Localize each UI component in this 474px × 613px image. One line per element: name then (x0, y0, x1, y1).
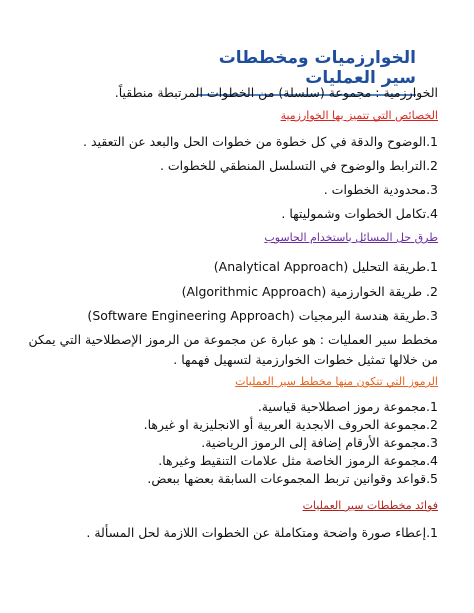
page-title: الخوارزميات ومخططات سير العمليات (196, 48, 416, 96)
feature-item-2: 2.الترابط والوضوح في التسلسل المنطقي للخطوات . (159, 158, 438, 173)
symbol-item-5: 5.قواعد وقوانين تربط المجموعات السابقة بعضها ببعض. (147, 471, 438, 486)
symbols-heading: الرموز التي تتكون منها مخطط سير العمليات (235, 375, 438, 388)
symbol-item-3: 3.مجموعة الأرقام إضافة إلى الرموز الرياضية. (201, 435, 438, 450)
method-item-3: 3.طريقة هندسة البرمجيات (Software Engineering Approach) (87, 308, 438, 323)
benefit-item-1: 1.إعطاء صورة واضحة ومتكاملة عن الخطوات اللازمة لحل المسألة . (86, 525, 438, 540)
feature-item-4: 4.تكامل الخطوات وشموليتها . (281, 206, 438, 221)
symbol-item-1: 1.مجموعة رموز اصطلاحية قياسية. (257, 399, 438, 414)
method-item-1: 1.طريقة التحليل (Analytical Approach) (213, 259, 438, 274)
flowchart-definition: مخطط سير العمليات : هو عبارة عن مجموعة من الرموز الإصطلاحية التي يمكن من خلالها تمثيل خطوات الخوارزمية لتسهيل فهمها . (28, 332, 438, 367)
algorithm-definition: الخوارزمية : مجموعة (سلسلة) من الخطوات المرتبطة منطقياً. (114, 85, 438, 100)
method-item-2: 2. طريقة الخوارزمية (Algorithmic Approach) (181, 284, 438, 299)
symbol-item-4: 4.مجموعة الرموز الخاصة مثل علامات التنقيط وغيرها. (158, 453, 438, 468)
feature-item-1: 1.الوضوح والدقة في كل خطوة من خطوات الحل والبعد عن التعقيد . (83, 134, 438, 149)
feature-item-3: 3.محدودية الخطوات . (323, 182, 438, 197)
benefits-heading: فوائد مخططات سير العمليات (302, 499, 438, 512)
symbol-item-2: 2.مجموعة الحروف الابجدية العربية أو الانجليزية او غيرها. (143, 417, 438, 432)
features-heading: الخصائص التي تتميز بها الخوارزمية (280, 109, 438, 122)
methods-heading: طرق حل المسائل باستخدام الحاسوب (264, 231, 438, 244)
